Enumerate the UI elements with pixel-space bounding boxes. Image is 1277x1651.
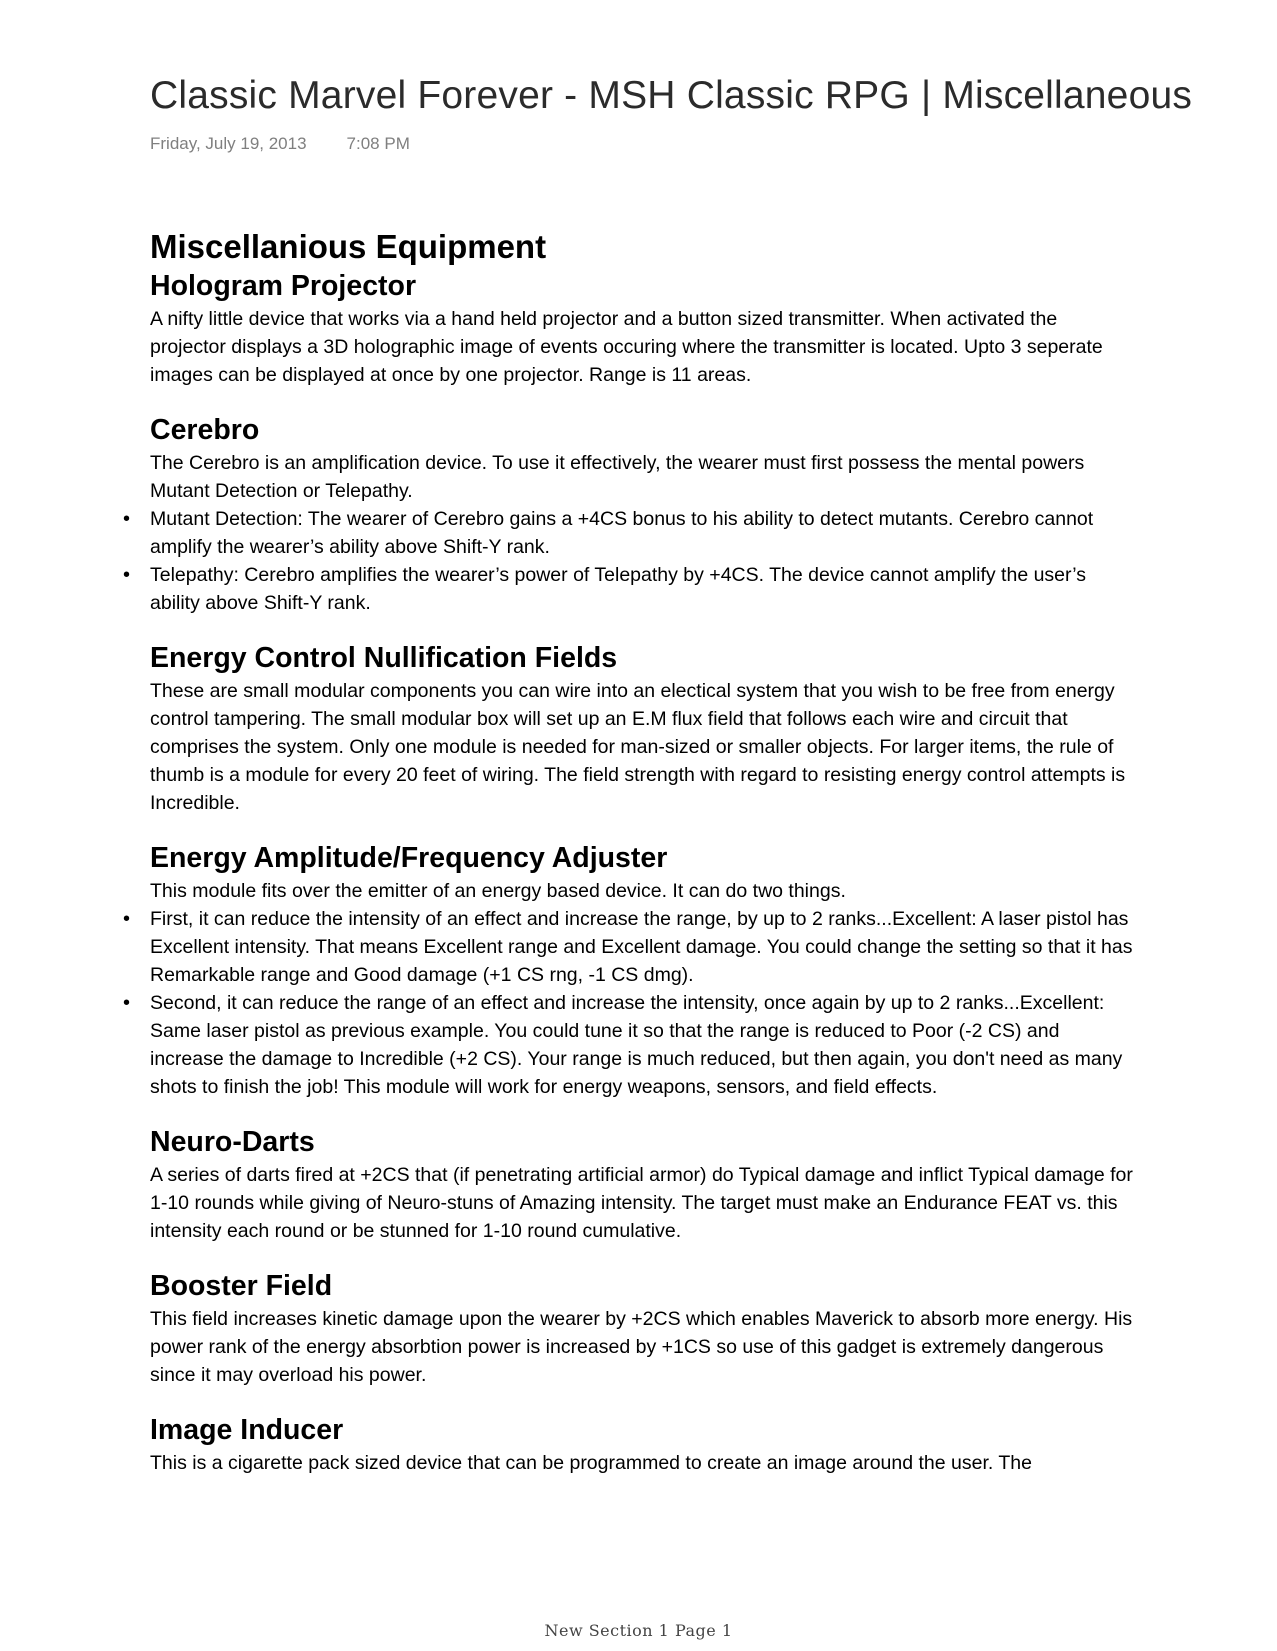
- section-text: This field increases kinetic damage upon the wearer by +2CS which enables Maverick to absorb more energy. His power rank of the energy absorbtion power is increased by +1CS so use of this gadget is extremely dangerous since it may overload his power.: [150, 1308, 1133, 1386]
- bullet-text: First, it can reduce the intensity of an effect and increase the range, by up to 2 ranks...Excellent: A laser pistol has Excellent intensity. That means Excellent range and Excellent damage. You could change the setting so that it has Remarkable range and Good damage (+1 CS rng, -1 CS dmg).: [150, 908, 1133, 986]
- page-date: Friday, July 19, 2013: [150, 134, 307, 153]
- page-content: [123, 226, 1135, 1500]
- section-text: A nifty little device that works via a hand held projector and a button sized transmitter. When activated the projector displays a 3D holographic image of events occuring where the transmitter is located. Upto 3 seperate images can be displayed at once by one projector. Range is 11 areas.: [150, 308, 1103, 386]
- bullet-icon: •: [123, 508, 131, 530]
- section-energy-amplitude-frequency-adjuster: [123, 840, 1135, 1101]
- section-heading: Cerebro: [150, 414, 260, 446]
- bullet-item: [123, 561, 1135, 617]
- page-title: Classic Marvel Forever - MSH Classic RPG | Miscellaneous: [150, 74, 1193, 117]
- section-booster-field: [150, 1268, 1135, 1389]
- section-text: A series of darts fired at +2CS that (if penetrating artificial armor) do Typical damage and inflict Typical damage for 1-10 rounds while giving of Neuro-stuns of Amazing intensity. The target must make an Endurance FEAT vs. this intensity each round or be stunned for 1-10 round cumulative.: [150, 1164, 1133, 1242]
- section-heading: Energy Amplitude/Frequency Adjuster: [150, 842, 668, 874]
- document-heading: Miscellanious Equipment: [150, 228, 547, 265]
- section-hologram-projector: [150, 268, 1135, 389]
- bullet-list: [123, 905, 1135, 1101]
- section-neuro-darts: [150, 1124, 1135, 1245]
- section-image-inducer: [150, 1412, 1135, 1477]
- section-text: These are small modular components you can wire into an electical system that you wish to be free from energy control tampering. The small modular box will set up an E.M flux field that follows each wire and circuit that comprises the system. Only one module is needed for man-sized or smaller objects. For larger items, the rule of thumb is a module for every 20 feet of wiring. The field strength with regard to resisting energy control attempts is Incredible.: [150, 680, 1126, 814]
- section-text: The Cerebro is an amplification device. To use it effectively, the wearer must first possess the mental powers Mutant Detection or Telepathy.: [150, 452, 1085, 502]
- section-heading: Neuro-Darts: [150, 1126, 315, 1158]
- bullet-text: Mutant Detection: The wearer of Cerebro gains a +4CS bonus to his ability to detect mutants. Cerebro cannot amplify the wearer’s ability above Shift-Y rank.: [150, 508, 1094, 558]
- section-heading: Image Inducer: [150, 1414, 344, 1446]
- section-text: This module fits over the emitter of an energy based device. It can do two things.: [150, 880, 846, 902]
- section-cerebro: [123, 412, 1135, 617]
- section-heading: Hologram Projector: [150, 270, 417, 302]
- bullet-icon: •: [123, 908, 131, 930]
- page-time: 7:08 PM: [346, 134, 410, 153]
- bullet-list: [123, 505, 1135, 617]
- bullet-text: Telepathy: Cerebro amplifies the wearer’s power of Telepathy by +4CS. The device cannot amplify the user’s ability above Shift-Y rank.: [150, 564, 1086, 614]
- bullet-icon: •: [123, 564, 131, 586]
- page-meta: [150, 134, 410, 154]
- bullet-item: [123, 989, 1135, 1101]
- bullet-item: [123, 905, 1135, 989]
- section-heading: Energy Control Nullification Fields: [150, 642, 618, 674]
- section-heading: Booster Field: [150, 1270, 333, 1302]
- bullet-text: Second, it can reduce the range of an effect and increase the intensity, once again by up to 2 ranks...Excellent: Same laser pistol as previous example. You could tune it so that the range is reduced to Poor (-2 CS) and increase the damage to Incredible (+2 CS). Your range is much reduced, but then again, you don't need as many shots to finish the job! This module will work for energy weapons, sensors, and field effects.: [150, 992, 1123, 1098]
- page-footer: New Section 1 Page 1: [544, 1621, 733, 1640]
- section-energy-control-nullification-fields: [150, 640, 1135, 817]
- bullet-item: [123, 505, 1135, 561]
- section-text: This is a cigarette pack sized device that can be programmed to create an image around the user. The: [150, 1452, 1032, 1474]
- bullet-icon: •: [123, 992, 131, 1014]
